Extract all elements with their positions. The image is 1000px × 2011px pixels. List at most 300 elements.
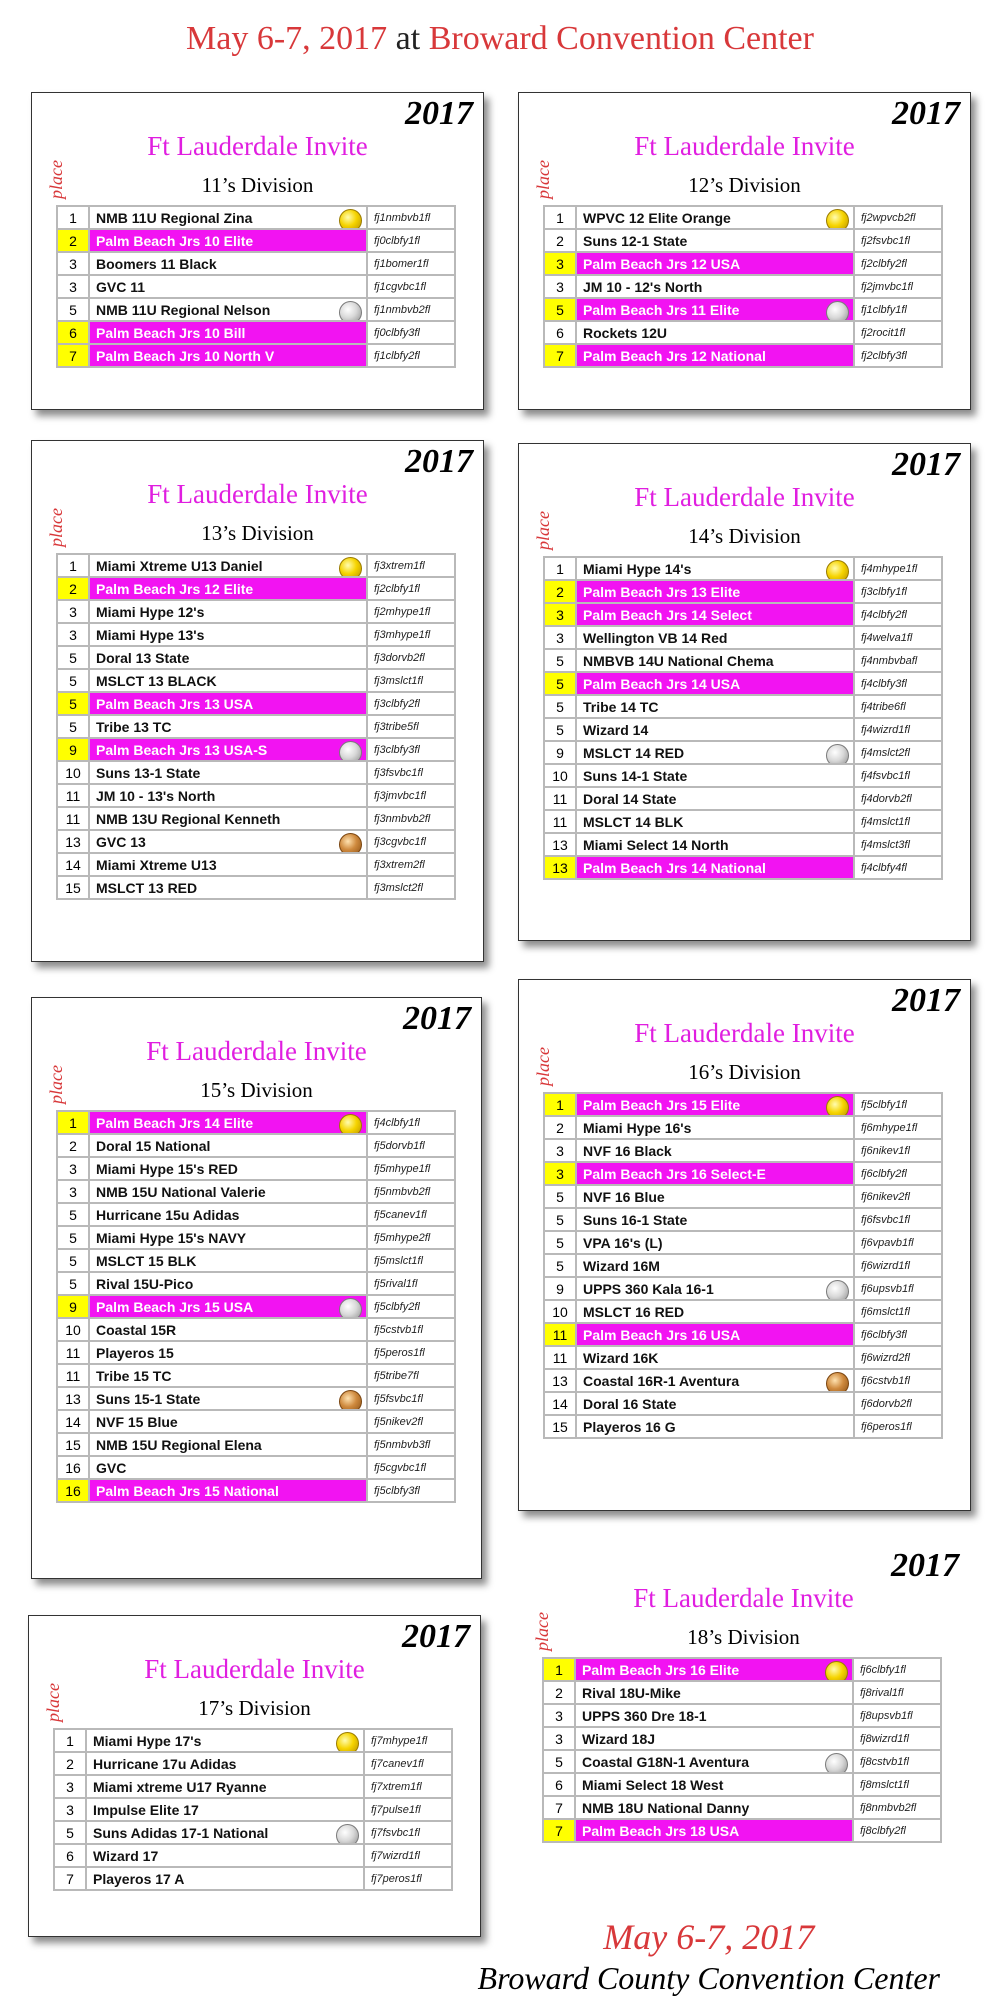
table-row [57,1479,455,1502]
team-name: Hurricane 15u Adidas [96,1206,240,1223]
place-cell: 5 [544,672,576,695]
place-label: place [533,160,553,199]
division-title: 12’s Division [688,173,801,197]
code-cell: fj5cstvb1fl [367,1318,455,1341]
table-row [57,1433,455,1456]
team-cell [575,1727,853,1750]
gold-medal-icon [339,557,362,577]
table-row [544,1300,942,1323]
place-cell: 5 [57,298,89,321]
team-cell [86,1821,364,1844]
team-name: Miami Hype 15's NAVY [96,1229,247,1246]
team-name: MSLCT 14 BLK [583,813,684,830]
table-row [54,1752,452,1775]
team-name: GVC [96,1459,127,1476]
place-cell: 1 [57,1111,89,1134]
code-cell: fj6peros1fl [854,1415,942,1438]
code-cell: fj2wpvcb2fl [854,206,942,229]
code-cell: fj2rocit1fl [854,321,942,344]
table-row [543,1704,941,1727]
table-row [57,1180,455,1203]
code-cell: fj1nmbvb2fl [367,298,455,321]
code-cell: fj5mhype1fl [367,1157,455,1180]
table-row [544,252,942,275]
place-cell: 5 [57,669,89,692]
table-row [544,1139,942,1162]
footer-date: May 6-7, 2017 [603,1917,815,1957]
table-row [57,1341,455,1364]
team-name: Palm Beach Jrs 12 National [583,347,766,364]
table-row [57,1387,455,1410]
gold-medal-icon [339,1114,362,1134]
bronze-medal-icon [826,1372,849,1392]
code-cell: fj8rival1fl [853,1681,941,1704]
code-cell: fj7pulse1fl [364,1798,452,1821]
results-table [543,1092,943,1439]
place-cell: 9 [57,738,89,761]
team-cell [576,1323,854,1346]
team-name: NMB 13U Regional Kenneth [96,810,281,827]
place-cell: 3 [57,1157,89,1180]
place-cell: 3 [544,252,576,275]
team-name: Miami Hype 17's [93,1732,202,1749]
place-cell: 7 [544,344,576,367]
table-row [57,1249,455,1272]
place-cell: 10 [57,1318,89,1341]
place-label: place [532,1612,552,1651]
place-cell: 11 [544,1323,576,1346]
team-name: Doral 15 National [96,1137,211,1154]
team-name: Palm Beach Jrs 14 Select [583,606,752,623]
team-name: Palm Beach Jrs 12 USA [583,255,741,272]
division-card [28,1615,481,1937]
team-cell [576,1415,854,1438]
division-title: 13’s Division [201,521,314,545]
team-name: MSLCT 14 RED [583,744,685,761]
team-cell [576,321,854,344]
team-cell [576,718,854,741]
table-row [57,600,455,623]
place-cell: 5 [57,715,89,738]
place-cell: 10 [544,764,576,787]
bronze-medal-icon [339,833,362,853]
team-name: Palm Beach Jrs 10 Elite [96,232,254,249]
team-name: MSLCT 13 RED [96,879,198,896]
team-cell [576,1346,854,1369]
team-name: NMB 11U Regional Nelson [96,301,271,318]
table-row [544,1415,942,1438]
code-cell: fj3xtrem2fl [367,853,455,876]
place-cell: 9 [57,1295,89,1318]
place-cell: 11 [544,1346,576,1369]
team-cell [576,810,854,833]
team-cell [575,1819,853,1842]
team-cell [89,1272,367,1295]
table-row [57,830,455,853]
team-cell [576,344,854,367]
team-name: Wizard 16K [583,1349,659,1366]
team-name: Palm Beach Jrs 15 National [96,1482,279,1499]
place-cell: 11 [544,810,576,833]
place-cell: 5 [57,1249,89,1272]
place-cell: 7 [543,1819,575,1842]
code-cell: fj4wizrd1fl [854,718,942,741]
place-cell: 1 [544,557,576,580]
team-name: Doral 16 State [583,1395,677,1412]
team-name: NVF 16 Blue [583,1188,665,1205]
table-row [543,1819,941,1842]
team-name: Palm Beach Jrs 18 USA [582,1822,740,1839]
team-cell [575,1681,853,1704]
code-cell: fj4tribe6fl [854,695,942,718]
place-label: place [533,511,553,550]
place-cell: 2 [54,1752,86,1775]
place-cell: 1 [544,1093,576,1116]
place-cell: 3 [57,600,89,623]
team-name: Wizard 17 [93,1847,159,1864]
team-cell [576,1116,854,1139]
place-cell: 14 [57,1410,89,1433]
team-name: NVF 16 Black [583,1142,672,1159]
table-row [543,1750,941,1773]
team-cell [89,1111,367,1134]
code-cell: fj6vpavb1fl [854,1231,942,1254]
table-row [544,1093,942,1116]
table-row [57,807,455,830]
code-cell: fj8nmbvb2fl [853,1796,941,1819]
code-cell: fj4mslct2fl [854,741,942,764]
code-cell: fj5clbfy2fl [367,1295,455,1318]
place-cell: 9 [544,1277,576,1300]
team-name: Impulse Elite 17 [93,1801,199,1818]
table-row [544,1254,942,1277]
team-name: NVF 15 Blue [96,1413,178,1430]
table-row [57,669,455,692]
code-cell: fj1clbfy1fl [854,298,942,321]
team-cell [89,1157,367,1180]
year-label: 2017 [405,95,473,132]
code-cell: fj5rival1fl [367,1272,455,1295]
team-name: NMB 15U National Valerie [96,1183,266,1200]
results-table [543,556,943,880]
code-cell: fj1bomer1fl [367,252,455,275]
event-title: Ft Lauderdale Invite [147,131,368,161]
code-cell: fj5nmbvb2fl [367,1180,455,1203]
team-name: Coastal 15R [96,1321,177,1338]
header-venue: Broward Convention Center [428,20,814,57]
code-cell: fj3fsvbc1fl [367,761,455,784]
team-cell [86,1844,364,1867]
table-row [57,554,455,577]
team-name: NMB 11U Regional Zina [96,209,253,226]
code-cell: fj5tribe7fl [367,1364,455,1387]
team-name: Miami Xtreme U13 Daniel [96,557,263,574]
table-row [57,853,455,876]
place-cell: 6 [543,1773,575,1796]
team-cell [576,1392,854,1415]
team-name: Suns 16-1 State [583,1211,688,1228]
code-cell: fj8upsvb1fl [853,1704,941,1727]
division-card [518,92,971,410]
table-row [57,1410,455,1433]
team-cell [89,206,367,229]
place-cell: 9 [544,741,576,764]
team-cell [89,876,367,899]
table-row [544,1323,942,1346]
table-row [544,649,942,672]
team-cell [89,807,367,830]
place-cell: 7 [57,344,89,367]
place-cell: 3 [54,1775,86,1798]
table-row [544,1277,942,1300]
team-cell [89,830,367,853]
table-row [543,1796,941,1819]
code-cell: fj6mhype1fl [854,1116,942,1139]
team-cell [89,1479,367,1502]
table-row [544,1346,942,1369]
table-row [543,1773,941,1796]
table-row [57,321,455,344]
team-name: Playeros 17 A [93,1870,185,1887]
team-cell [89,229,367,252]
code-cell: fj7xtrem1fl [364,1775,452,1798]
place-cell: 5 [57,1226,89,1249]
place-cell: 13 [57,830,89,853]
team-cell [576,603,854,626]
silver-medal-icon [339,1298,362,1318]
bronze-medal-icon [339,1390,362,1410]
place-cell: 3 [57,623,89,646]
place-cell: 3 [543,1704,575,1727]
place-cell: 7 [54,1867,86,1890]
code-cell: fj3tribe5fl [367,715,455,738]
table-row [543,1658,941,1681]
place-cell: 3 [544,603,576,626]
table-row [57,1364,455,1387]
team-cell [575,1658,853,1681]
team-cell [86,1752,364,1775]
code-cell: fj5nikev2fl [367,1410,455,1433]
team-name: Playeros 15 [96,1344,174,1361]
team-name: Suns 12-1 State [583,232,688,249]
place-cell: 3 [544,626,576,649]
code-cell: fj5dorvb1fl [367,1134,455,1157]
team-name: Palm Beach Jrs 13 Elite [583,583,741,600]
code-cell: fj7canev1fl [364,1752,452,1775]
team-name: Suns 13-1 State [96,764,201,781]
silver-medal-icon [825,1753,848,1773]
team-cell [576,1277,854,1300]
place-cell: 2 [544,229,576,252]
silver-medal-icon [336,1824,359,1844]
table-row [543,1681,941,1704]
team-cell [576,1300,854,1323]
table-row [57,738,455,761]
place-cell: 15 [57,1433,89,1456]
year-label: 2017 [403,1000,471,1037]
table-row [57,1456,455,1479]
team-name: Palm Beach Jrs 10 North V [96,347,275,364]
place-cell: 7 [543,1796,575,1819]
year-label: 2017 [402,1618,470,1655]
team-name: Palm Beach Jrs 13 USA-S [96,741,268,758]
team-cell [89,1134,367,1157]
code-cell: fj4mslct3fl [854,833,942,856]
code-cell: fj7wizrd1fl [364,1844,452,1867]
team-cell [86,1798,364,1821]
team-cell [576,1093,854,1116]
table-row [57,646,455,669]
code-cell: fj4clbfy3fl [854,672,942,695]
team-name: Miami Hype 16's [583,1119,692,1136]
code-cell: fj2mhype1fl [367,600,455,623]
table-row [544,718,942,741]
team-cell [89,669,367,692]
team-cell [575,1773,853,1796]
team-name: Miami Select 18 West [582,1776,724,1793]
table-row [57,1226,455,1249]
code-cell: fj5cgvbc1fl [367,1456,455,1479]
place-cell: 11 [57,1364,89,1387]
code-cell: fj4nmbvbafl [854,649,942,672]
team-cell [576,229,854,252]
table-row [544,1369,942,1392]
code-cell: fj1cgvbc1fl [367,275,455,298]
table-row [57,623,455,646]
gold-medal-icon [825,1661,848,1681]
place-cell: 10 [57,761,89,784]
code-cell: fj3clbfy3fl [367,738,455,761]
team-cell [89,646,367,669]
division-title: 18’s Division [687,1625,800,1649]
team-cell [89,1456,367,1479]
table-row [57,344,455,367]
table-row [544,1392,942,1415]
place-cell: 15 [544,1415,576,1438]
silver-medal-icon [339,741,362,761]
team-name: VPA 16's (L) [583,1234,663,1251]
team-cell [576,1208,854,1231]
table-row [54,1844,452,1867]
place-cell: 3 [57,252,89,275]
table-row [57,1318,455,1341]
event-title: Ft Lauderdale Invite [634,131,855,161]
code-cell: fj8wizrd1fl [853,1727,941,1750]
team-name: MSLCT 15 BLK [96,1252,197,1269]
place-cell: 2 [544,580,576,603]
team-cell [576,856,854,879]
team-cell [89,1180,367,1203]
table-row [544,206,942,229]
results-table [53,1728,453,1891]
table-row [544,626,942,649]
team-cell [89,853,367,876]
team-cell [576,1162,854,1185]
team-name: NMB 15U Regional Elena [96,1436,262,1453]
division-card [518,1545,969,1875]
division-card [31,997,482,1579]
table-row [57,1295,455,1318]
code-cell: fj2fsvbc1fl [854,229,942,252]
place-cell: 3 [544,275,576,298]
division-card [518,979,971,1511]
team-cell [89,623,367,646]
code-cell: fj3mslct2fl [367,876,455,899]
team-name: Miami Hype 12's [96,603,205,620]
results-table [56,553,456,900]
table-row [543,1727,941,1750]
team-name: Palm Beach Jrs 16 Elite [582,1661,740,1678]
place-cell: 16 [57,1479,89,1502]
code-cell: fj3jmvbc1fl [367,784,455,807]
table-row [544,1185,942,1208]
results-table [542,1657,942,1843]
code-cell: fj4welva1fl [854,626,942,649]
team-cell [89,577,367,600]
team-name: UPPS 360 Dre 18-1 [582,1707,707,1724]
table-row [54,1821,452,1844]
team-cell [576,1254,854,1277]
place-cell: 1 [543,1658,575,1681]
place-cell: 5 [57,1272,89,1295]
team-cell [575,1704,853,1727]
code-cell: fj6mslct1fl [854,1300,942,1323]
team-name: Palm Beach Jrs 11 Elite [583,301,740,318]
table-row [57,761,455,784]
team-name: Miami Hype 15's RED [96,1160,238,1177]
team-name: MSLCT 16 RED [583,1303,685,1320]
table-row [544,810,942,833]
code-cell: fj6cstvb1fl [854,1369,942,1392]
team-cell [576,275,854,298]
team-name: Playeros 16 G [583,1418,676,1435]
team-cell [576,557,854,580]
team-cell [576,649,854,672]
gold-medal-icon [826,560,849,580]
place-cell: 15 [57,876,89,899]
place-cell: 10 [544,1300,576,1323]
code-cell: fj8cstvb1fl [853,1750,941,1773]
team-cell [89,600,367,623]
team-cell [86,1867,364,1890]
place-cell: 5 [544,1185,576,1208]
table-row [544,1116,942,1139]
team-cell [89,1387,367,1410]
table-row [54,1775,452,1798]
place-cell: 2 [57,229,89,252]
code-cell: fj4clbfy2fl [854,603,942,626]
team-cell [575,1750,853,1773]
team-cell [576,764,854,787]
team-name: Doral 13 State [96,649,190,666]
year-label: 2017 [405,443,473,480]
table-row [57,577,455,600]
results-table [543,205,943,368]
header-at: at [395,20,421,57]
place-cell: 5 [57,692,89,715]
team-cell [576,252,854,275]
team-name: Miami Hype 14's [583,560,692,577]
team-cell [576,695,854,718]
code-cell: fj6nikev2fl [854,1185,942,1208]
place-cell: 2 [57,1134,89,1157]
code-cell: fj6upsvb1fl [854,1277,942,1300]
place-cell: 1 [57,206,89,229]
place-label: place [533,1047,553,1086]
results-table [56,1110,456,1503]
place-cell: 3 [57,1180,89,1203]
division-title: 14’s Division [688,524,801,548]
